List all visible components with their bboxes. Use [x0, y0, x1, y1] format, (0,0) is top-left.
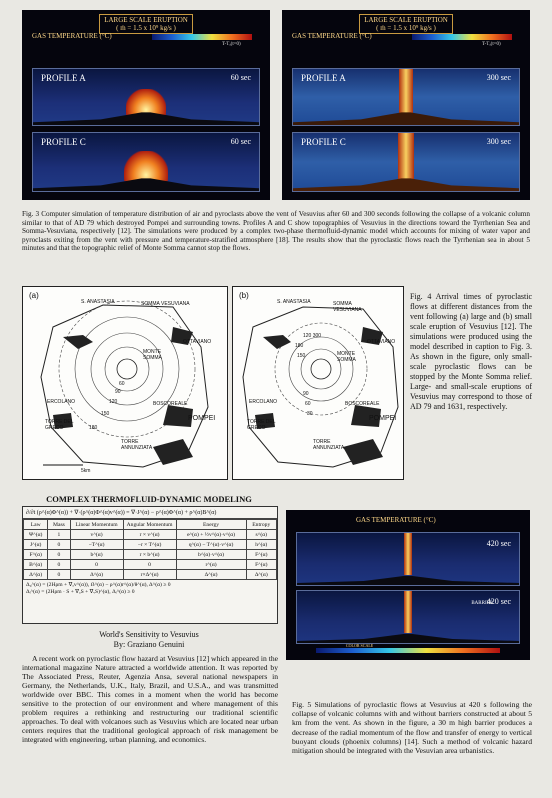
volcano-profile: [293, 111, 519, 125]
time-label: 420 sec: [486, 597, 511, 606]
label-ottaviano: OTTAVIANO: [367, 339, 396, 345]
gas-temperature-label: GAS TEMPERATURE (°C): [32, 32, 112, 40]
time-label: 300 sec: [486, 137, 511, 146]
eruption-plume: [398, 133, 414, 181]
table-cell: h^(α): [246, 540, 276, 550]
sim-with-barrier: [296, 590, 520, 644]
label-pompei: POMPEI: [188, 415, 216, 422]
fig5-panel: [286, 510, 530, 660]
time-label: 420 sec: [486, 539, 511, 548]
color-scale-label: COLOR SCALE: [346, 643, 374, 648]
article-body: A recent work on pyroclastic flow hazard at Vesuvius [12] which appeared in the international magazine Nature attracted a worldwide attention. It was reported by The Associated Press, Reuter, Agenzia Ansa, several national newspapers in Germany, the Netherlands, U.K., Italy, Brazil, and U.S.A., and was transmitted worldwide over BBC. This comes in a moment when the world has become sensitive to the protection of our environment and where management of this problem requires a rethinking and restructuring our traditional scientific approaches. To deal with volcanoes such as Vesuvius which are located near urban centers requires that the traditional geological approach of risk management be integrated with engineering, urban planning, and economics.: [22, 654, 278, 744]
table-cell: F^(α): [246, 550, 276, 560]
contour-60: 60: [305, 401, 311, 407]
label-boscoreale: BOSCOREALE: [153, 401, 188, 407]
header-line2: ( ṁ = 1.5 x 10⁹ kg/s ): [116, 24, 176, 32]
contour-30: 30: [307, 411, 313, 417]
table-cell: 0: [48, 550, 70, 560]
profile-a-label: PROFILE A: [301, 73, 346, 83]
modeling-box: [22, 506, 278, 624]
label-monte-somma: MONTE SOMMA: [337, 351, 356, 363]
color-scale-label: T-Tₐ(t=0): [482, 42, 501, 47]
table-cell: −T^(α): [70, 540, 123, 550]
time-label: 300 sec: [486, 73, 511, 82]
volcano-profile: [297, 633, 519, 643]
profile-a-sim: [32, 68, 260, 126]
table-header: Law: [24, 520, 48, 530]
modeling-footer-1: Δ₀^(α) = (2Hρm + ∇ₐv^(α)), ẞ^(α) − ρ^(α)r^(α)/θ^(α), Δ^(α) ≥ 0: [26, 582, 171, 588]
sim-no-barrier: [296, 532, 520, 586]
table-header: Mass: [48, 520, 70, 530]
article-title: World's Sensitivity to Vesuvius: [99, 630, 199, 639]
label-pompei: POMPEI: [369, 415, 397, 422]
contour-120: 120: [109, 399, 118, 405]
scale-label: 5km: [81, 468, 91, 474]
eruption-plume: [124, 151, 168, 181]
volcano-profile: [33, 111, 259, 125]
table-cell: 0: [48, 570, 70, 580]
table-header: Entropy: [246, 520, 276, 530]
table-cell: r × v^(α): [123, 530, 176, 540]
table-cell: 0: [123, 560, 176, 570]
panel-a-label: (a): [29, 291, 39, 300]
profile-c-sim: [292, 132, 520, 192]
table-header: Energy: [176, 520, 246, 530]
label-ottaviano: OTTAVIANO: [183, 339, 212, 345]
label-somma: SOMMA VESUVIANA: [141, 301, 190, 307]
profile-a-label: PROFILE A: [41, 73, 86, 83]
contour-180: 180: [89, 425, 98, 431]
conservation-equation: ∂/∂t (ρ^(α)Φ^(α)) + ∇·(ρ^(α)Φ^(α)v^(α)) = ∇·J^(α) − ρ^(α)Φ^(α) + ρ^(α)B^(α): [23, 507, 277, 519]
volcano-profile: [297, 575, 519, 585]
table-cell: s^(α): [246, 530, 276, 540]
table-cell: v^(α): [70, 530, 123, 540]
fig4-map-b: [232, 286, 404, 480]
label-ercolano: ERCOLANO: [249, 399, 278, 405]
table-cell: Δ^(α): [70, 570, 123, 580]
table-cell: F^(α): [246, 560, 276, 570]
gas-temperature-label: GAS TEMPERATURE (°C): [292, 32, 372, 40]
fig3-right-panel: [282, 10, 530, 200]
contour-180: 180: [295, 343, 304, 349]
label-torre-ann: TORRE ANNUNZIATA: [121, 439, 153, 451]
table-row: [24, 570, 277, 580]
color-scale-bar: [152, 34, 252, 40]
eruption-plume: [404, 532, 412, 575]
label-somma: SOMMA VESUVIANA: [333, 301, 362, 313]
table-header: Angular Momentum: [123, 520, 176, 530]
fig3-left-panel: [22, 10, 270, 200]
contour-120-300: 120 300: [303, 333, 322, 339]
label-anastasia: S. ANASTASIA: [277, 299, 311, 305]
color-scale-bar: [316, 648, 500, 653]
table-cell: Ψ^(α): [24, 530, 48, 540]
table-cell: 0: [48, 560, 70, 570]
color-scale-bar: [412, 34, 512, 40]
time-label: 60 sec: [230, 137, 251, 146]
table-cell: r×Δ^(α): [123, 570, 176, 580]
table-cell: r^(α): [176, 560, 246, 570]
table-cell: F^(α): [24, 550, 48, 560]
fig3-caption: Fig. 3 Computer simulation of temperature distribution of air and pyroclasts above the vent of Vesuvius after 60 and 300 seconds following the collapse of a volcanic column similar to that of AD 79 which destroyed Pompei and surrounding towns. Profiles A and C show topographies of Vesuvius in the directions toward the Tyrrhenian Sea and Somma-Vesuviana, respectively [12]. The simulations were produced by a complex two-phase thermofluid-dynamic model which accounts for mixing of water vapor and pyroclasts exiting from the vent with pressure and temperature-stratified atmosphere [18]. The results show that the pyroclastic flows reach the Tyrrhenian sea in about 5 minutes and that the topographic relief of Monte Somma cannot stop the flows.: [22, 210, 530, 253]
table-row: [24, 560, 277, 570]
time-label: 60 sec: [230, 73, 251, 82]
label-anastasia: S. ANASTASIA: [81, 299, 115, 305]
volcano-profile: [33, 177, 259, 191]
table-cell: 1: [48, 530, 70, 540]
modeling-title: COMPLEX THERMOFLUID-DYNAMIC MODELING: [46, 494, 252, 504]
fig5-caption: Fig. 5 Simulations of pyroclastic flows at Vesuvius at 420 s following the collapse of volcanic columns with and without barriers constructed at about 5 km from the vent. As shown in the figure, a 30 m high barrier produces a decrease of the radial momentum of the flow and transfer of energy to vertical buoyant clouds (phoenix columns) [14]. Such a method of volcanic hazard mitigation should be integrated with the Vesuvian area urbanistics.: [292, 700, 532, 756]
table-cell: J^(α): [24, 540, 48, 550]
table-row: [24, 550, 277, 560]
label-torre-greco: TORRE DEL GRECO: [247, 419, 276, 431]
label-torre-ann: TORRE ANNUNZIATA: [313, 439, 345, 451]
header-line1: LARGE SCALE ERUPTION: [104, 16, 188, 24]
label-torre-greco: TORRE DEL GRECO: [45, 419, 74, 431]
panel-b-label: (b): [239, 291, 249, 300]
contour-60: 60: [119, 381, 125, 387]
fig4-map-a: [22, 286, 228, 480]
contour-150: 150: [101, 411, 110, 417]
profile-c-label: PROFILE C: [41, 137, 86, 147]
contour-90: 90: [303, 391, 309, 397]
table-cell: 0: [48, 540, 70, 550]
table-cell: q^(α) − T^(α)·v^(α): [176, 540, 246, 550]
table-header-row: [24, 520, 277, 530]
modeling-footer-2: Δᵢ^(α) = (2Hρm · S + ∇ₐS + ∇ᵥS)^(α), Δᵢ^(α) ≥ 0: [26, 589, 135, 595]
table-cell: Δ^(α): [24, 570, 48, 580]
header-line2: ( ṁ = 1.5 x 10⁹ kg/s ): [376, 24, 436, 32]
header-line1: LARGE SCALE ERUPTION: [364, 16, 448, 24]
eruption-plume: [404, 590, 412, 633]
profile-c-sim: [32, 132, 260, 192]
table-cell: Δ^(α): [246, 570, 276, 580]
label-boscoreale: BOSCOREALE: [345, 401, 380, 407]
contour-90: 90: [115, 389, 121, 395]
label-monte-somma: MONTE SOMMA: [143, 349, 162, 361]
color-scale-label: T-Tₐ(t=0): [222, 42, 241, 47]
eruption-plume: [399, 69, 413, 115]
volcano-profile: [293, 177, 519, 191]
fig3-left-header: [22, 14, 270, 34]
table-cell: Δ^(α): [176, 570, 246, 580]
table-cell: B^(α): [24, 560, 48, 570]
table-row: [24, 540, 277, 550]
gas-temperature-label: GAS TEMPERATURE (°C): [356, 516, 436, 524]
table-cell: b^(α): [70, 550, 123, 560]
table-cell: e^(α) + ½v^(α)·v^(α): [176, 530, 246, 540]
barrier-label: BARRIER: [471, 601, 493, 606]
eruption-plume: [126, 89, 166, 115]
article-byline: By: Graziano Genuini: [113, 640, 185, 649]
table-cell: −r × T^(α): [123, 540, 176, 550]
profile-c-label: PROFILE C: [301, 137, 346, 147]
table-row: [24, 530, 277, 540]
table-cell: 0: [70, 560, 123, 570]
fig4-caption: Fig. 4 Arrival times of pyroclastic flows at different distances from the vent following (a) large and (b) small scale eruption of Vesuvius [12]. The simulations were produced using the model described in caption to Fig. 3. As shown in the figure, only small-scale pyroclastic flows can be stopped by the Monte Somma relief. Large- and small-scale eruptions of Vesuvius may correspond to those of AD 79 and 1631, respectively.: [410, 292, 532, 411]
table-cell: b^(α)·v^(α): [176, 550, 246, 560]
contour-150: 150: [297, 353, 306, 359]
conservation-table: [23, 519, 277, 580]
label-ercolano: ERCOLANO: [47, 399, 76, 405]
table-header: Linear Momentum: [70, 520, 123, 530]
profile-a-sim: [292, 68, 520, 126]
table-cell: r × b^(α): [123, 550, 176, 560]
fig3-right-header: [282, 14, 530, 34]
